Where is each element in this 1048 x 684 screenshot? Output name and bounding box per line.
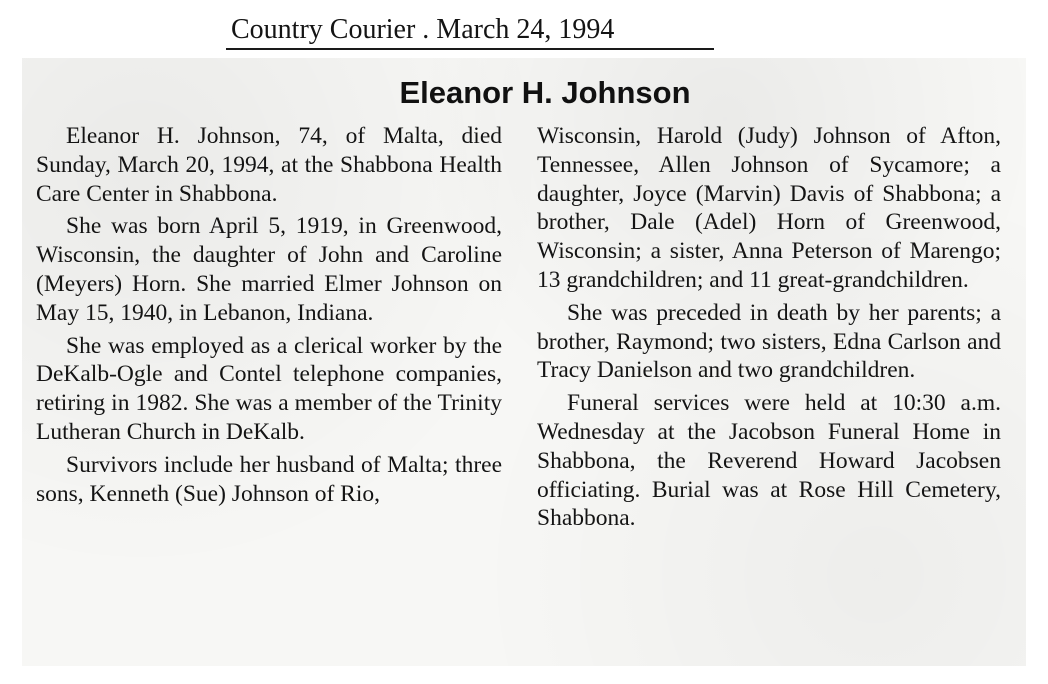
paragraph-death-notice: Eleanor H. Johnson, 74, of Malta, died Sunday, March 20, 1994, at the Shabbona Health Care Center in Shabbona. (36, 123, 502, 207)
paragraph-survivors-start: Survivors include her husband of Malta; three sons, Kenneth (Sue) Johnson of Rio, (36, 451, 502, 507)
paragraph-preceded-in-death: She was preceded in death by her parents; a brother, Raymond; two sisters, Edna Carlson and Tracy Danielson and two grandchildren. (537, 299, 1001, 384)
paragraph-survivors-continued: Wisconsin, Harold (Judy) Johnson of Afton, Tennessee, Allen Johnson of Sycamore; a daughter, Joyce (Marvin) Davis of Shabbona; a brother, Dale (Adel) Horn of Greenwood, Wisconsin; a sister, Anna Peterson of Marengo; 13 grandchildren; and 11 great-grandchildren. (537, 123, 1001, 293)
obituary-title: Eleanor H. Johnson (399, 75, 691, 110)
right-column (537, 122, 1001, 537)
paragraph-employment: She was employed as a clerical worker by the DeKalb-Ogle and Contel telephone companies, retiring in 1982. She was a member of the Trinity Lutheran Church in DeKalb. (36, 332, 502, 445)
paragraph-birth-marriage: She was born April 5, 1919, in Greenwood, Wisconsin, the daughter of John and Caroline (Meyers) Horn. She married Elmer Johnson on May 15, 1940, in Lebanon, Indiana. (36, 213, 502, 326)
paragraph-funeral-services: Funeral services were held at 10:30 a.m. Wednesday at the Jacobson Funeral Home in Shabbona, the Reverend Howard Jacobsen officiating. Burial was at Rose Hill Cemetery, Shabbona. (537, 390, 1001, 532)
left-column (36, 122, 502, 512)
newspaper-source-line: Country Courier . March 24, 1994 (226, 12, 714, 50)
